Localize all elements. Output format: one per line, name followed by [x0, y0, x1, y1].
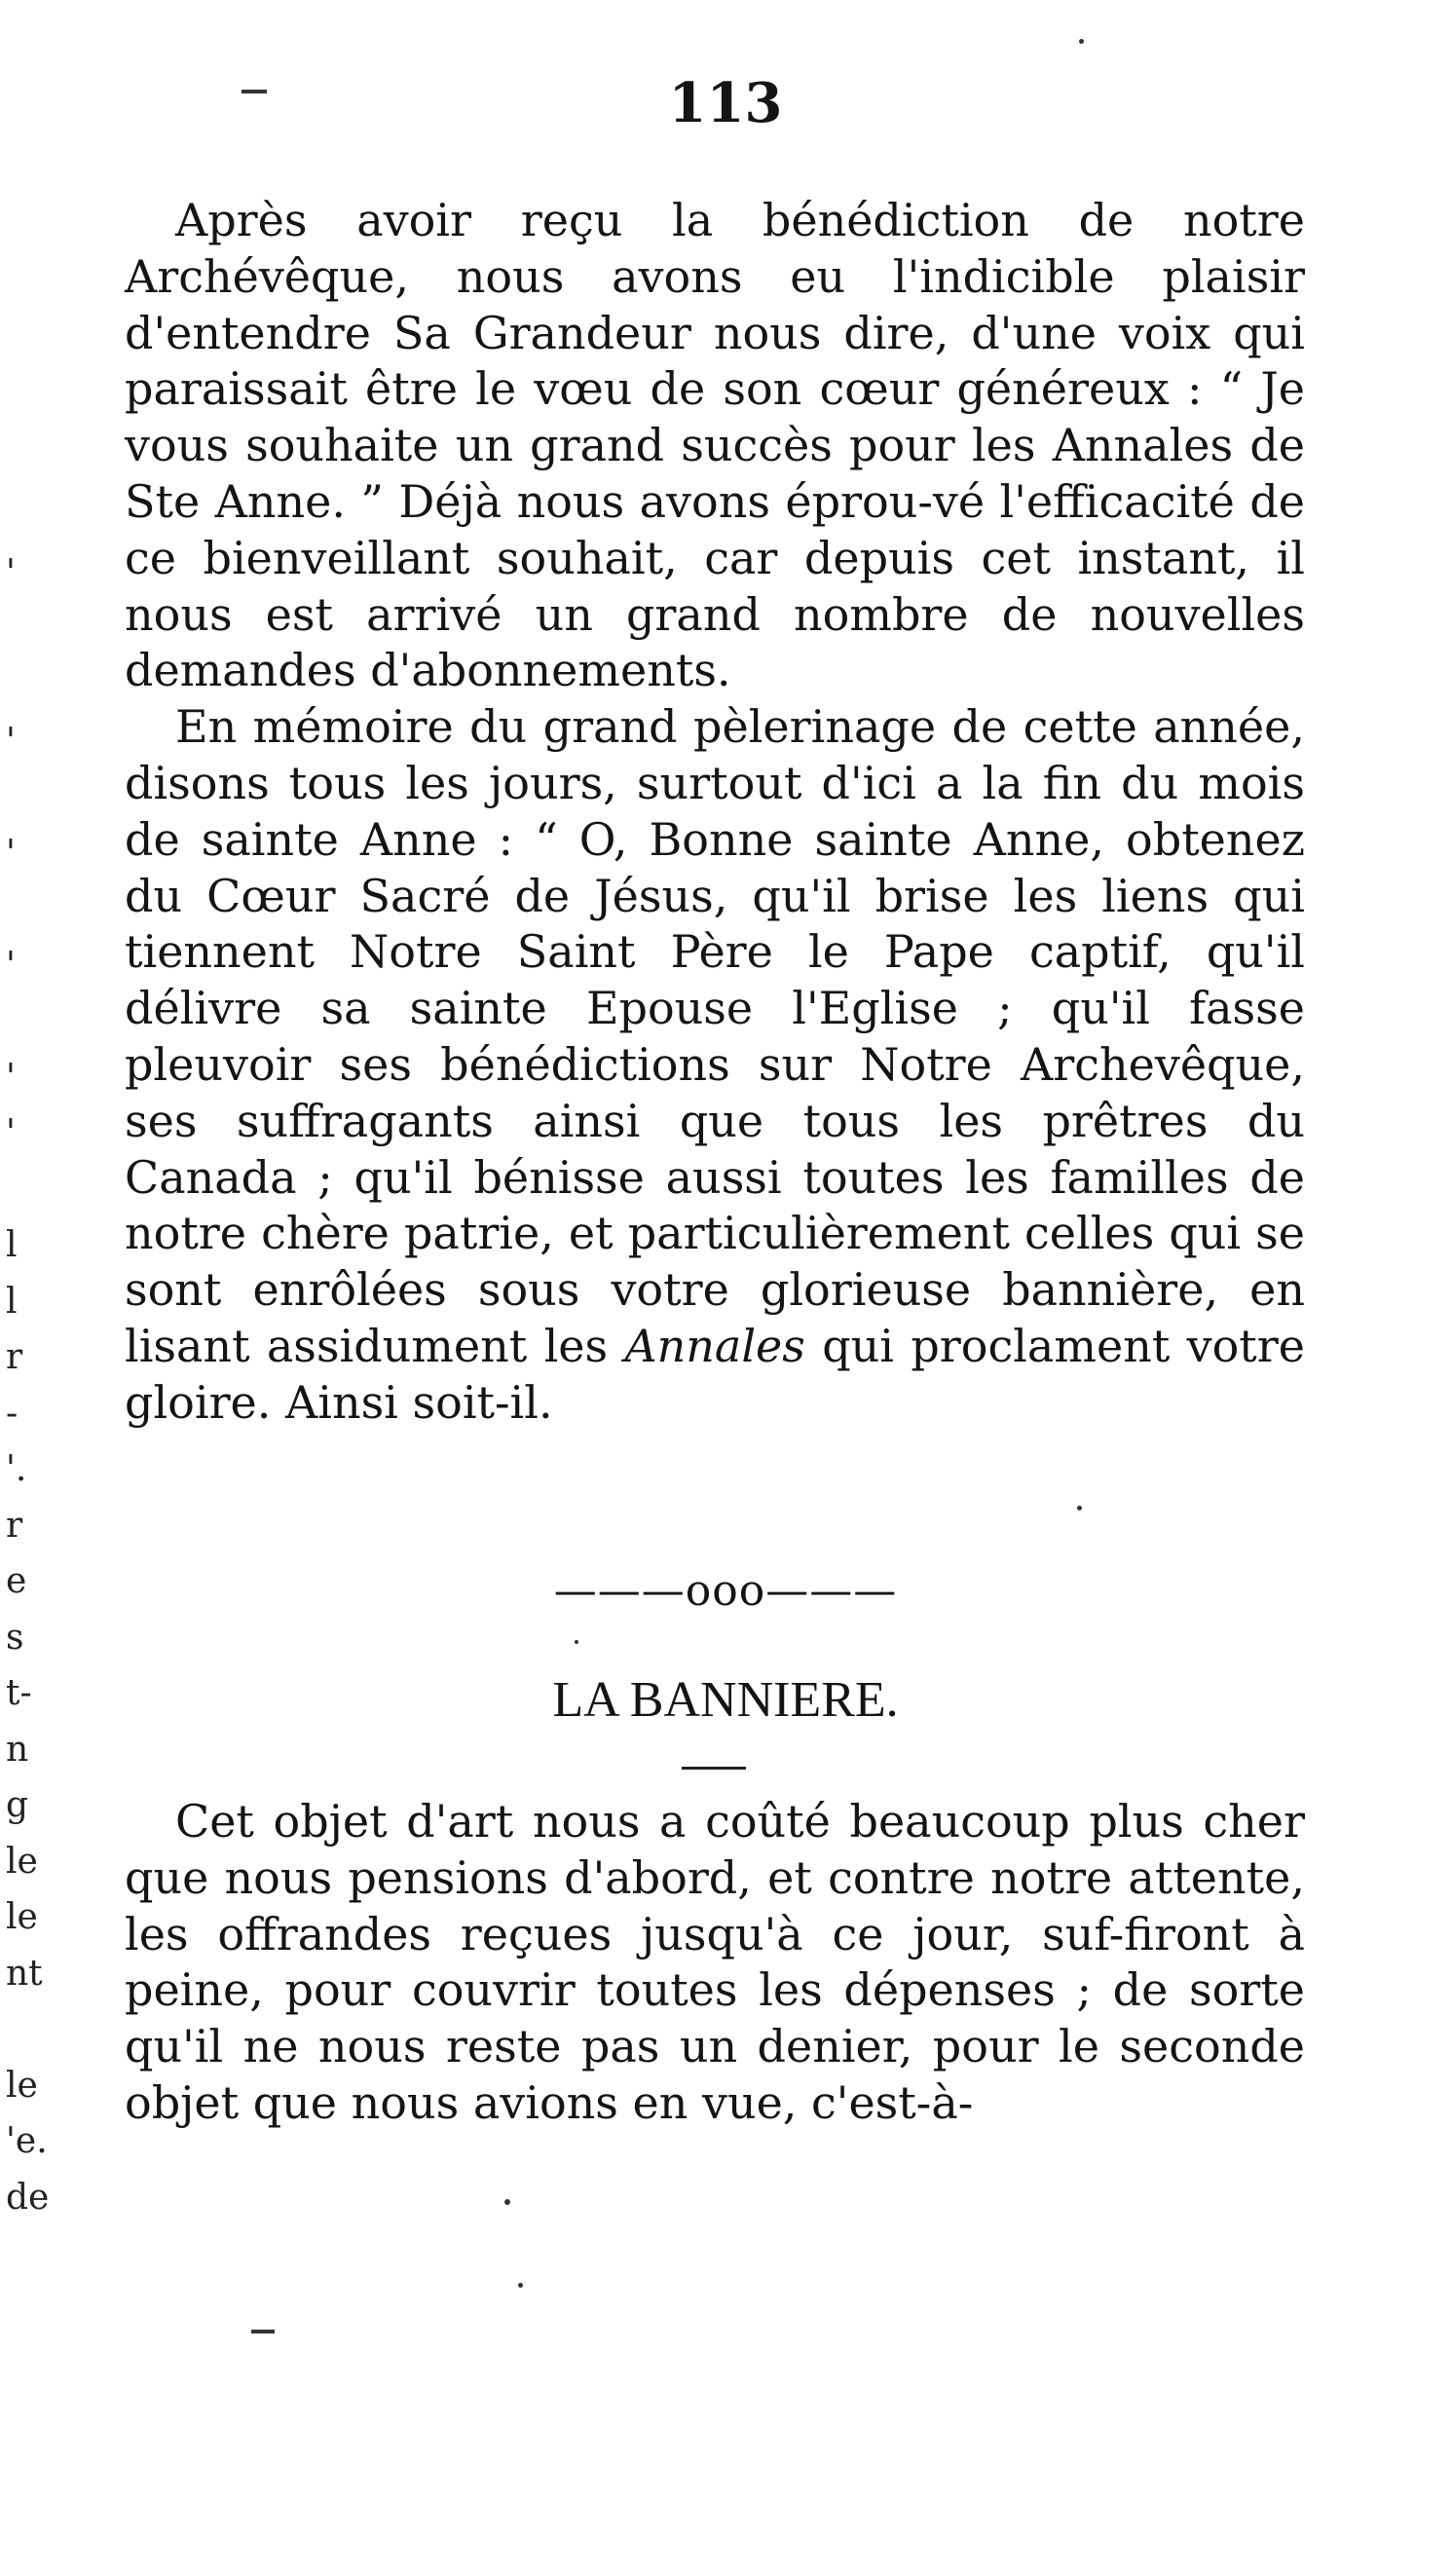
- margin-fragment: nt: [6, 1953, 43, 1994]
- margin-fragment: e: [6, 1561, 27, 1601]
- scan-speck: [1077, 1506, 1082, 1511]
- left-margin-bleed-through: [6, 545, 113, 2225]
- section-divider: ———ooo———: [553, 1566, 898, 1616]
- scan-mark: [242, 90, 267, 93]
- margin-fragment: [6, 881, 113, 938]
- section-title: LA BANNIERE.: [552, 1672, 899, 1728]
- margin-fragment: le: [6, 1841, 38, 1882]
- main-text-block: [125, 193, 1305, 1432]
- margin-fragment: le: [6, 1897, 38, 1937]
- prayer-text: En mémoire du grand pèlerinage de cette année, disons tous les jours, surtout d'ici a la fin du mois de sainte Anne : “ O, Bonne sainte Anne, obtenez du Cœur Sacré de Jésus, qu'il brise les liens qui tiennent Notre Saint Père le Pape captif, qu'il délivre sa sainte Epouse l'Eglise ; qu'il fasse pleuvoir ses bénédictions sur Notre Archevêque, ses suffragants ainsi que tous les prêtres du Canada ; qu'il bénisse aussi toutes les familles de notre chère patrie, et particulièrement celles qui se sont enrôlées sous votre glorieuse bannière, en lisant assidument les: [125, 700, 1305, 1372]
- margin-fragment: '.: [6, 1449, 27, 1489]
- scan-speck: [1079, 39, 1084, 44]
- margin-fragment: [6, 993, 113, 1050]
- margin-fragment: -: [6, 1393, 19, 1434]
- page-number: 113: [668, 71, 783, 135]
- margin-fragment: de: [6, 2177, 50, 2218]
- paragraph-blessing: Après avoir reçu la bénédiction de notre Archévêque, nous avons eu l'indicible plaisir d'entendre Sa Grandeur nous dire, d'une voix qui paraissait être le vœu de son cœur généreux : “ Je vous souhaite un grand succès pour les Annales de Ste Anne. ” Déjà nous avons éprou-vé l'efficacité de ce bienveillant souhait, car depuis cet instant, il nous est arrivé un grand nombre de nouvelles demandes d'abonnements.: [125, 194, 1305, 697]
- margin-fragment: l: [6, 1281, 18, 1322]
- margin-fragment: ': [6, 833, 16, 874]
- paragraph-banner: Cet objet d'art nous a coûté beaucoup plus cher que nous pensions d'abord, et contre notre attente, les offrandes reçues jusqu'à ce jour, suf-firont à peine, pour couvrir toutes les dépenses ; de sorte qu'il ne nous reste pas un denier, pour le seconde objet que nous avions en vue, c'est-à-: [125, 1795, 1305, 2129]
- margin-fragment: 'e.: [6, 2121, 48, 2161]
- title-underline-rule: [682, 1767, 746, 1770]
- scan-speck: [575, 1640, 578, 1644]
- prayer-text-end: qui proclament votre gloire. Ainsi soit-il.: [125, 1319, 1306, 1429]
- margin-fragment: ': [6, 1057, 16, 1098]
- margin-fragment: [6, 769, 113, 826]
- margin-fragment: g: [6, 1785, 29, 1825]
- margin-fragment: t-: [6, 1673, 32, 1713]
- margin-fragment: s: [6, 1617, 24, 1658]
- banner-text-block: [125, 1794, 1305, 2132]
- margin-fragment: [6, 657, 113, 714]
- margin-fragment: ': [6, 1113, 16, 1153]
- paragraph-prayer: [125, 699, 1305, 1431]
- margin-fragment: [6, 602, 113, 658]
- margin-fragment: r: [6, 1337, 23, 1377]
- margin-fragment: le: [6, 2065, 38, 2106]
- scan-speck: [504, 2199, 510, 2205]
- scan-speck: [518, 2283, 523, 2288]
- margin-fragment: n: [6, 1729, 29, 1770]
- scan-mark: [251, 2330, 275, 2333]
- margin-fragment: r: [6, 1505, 23, 1546]
- margin-fragment: [6, 2001, 113, 2058]
- margin-fragment: ': [6, 721, 16, 762]
- margin-fragment: ': [6, 553, 16, 593]
- margin-fragment: ': [6, 945, 16, 986]
- annales-italic: Annales: [624, 1319, 805, 1372]
- margin-fragment: [6, 1162, 113, 1218]
- margin-fragment: l: [6, 1225, 18, 1265]
